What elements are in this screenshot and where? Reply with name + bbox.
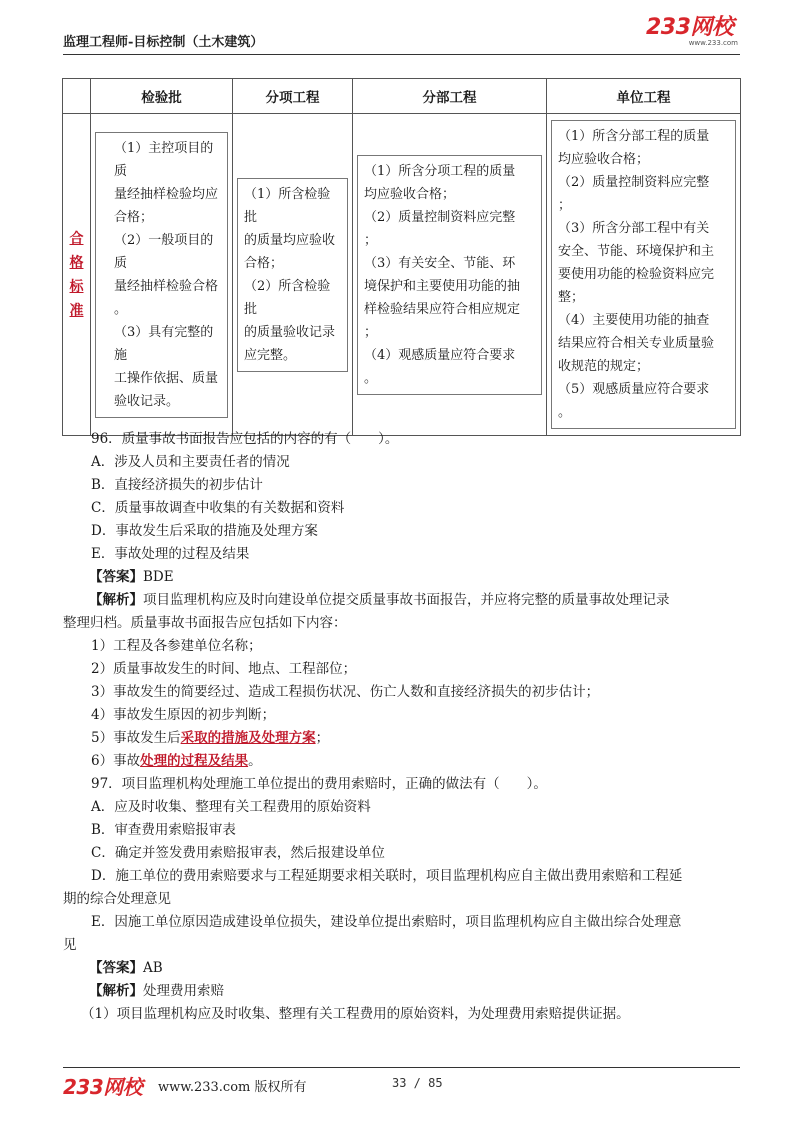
cell-line: ； xyxy=(558,198,572,213)
cell-line: （5）观感质量应符合要求 xyxy=(558,382,710,397)
cell-line: 验收记录。 xyxy=(114,393,180,409)
cell-line: 收规范的规定； xyxy=(558,359,650,374)
cell-line: 均应验收合格； xyxy=(558,152,650,167)
analysis-96-line1 xyxy=(63,589,743,612)
answer-96 xyxy=(63,566,743,589)
header-divider xyxy=(63,54,740,55)
analysis-item: （1）项目监理机构应及时收集、整理有关工程费用的原始资料，为处理费用索赔提供证据。 xyxy=(81,1006,630,1022)
option-c: C．确定并签发费用索赔报审表，然后报建设单位 xyxy=(91,845,385,861)
highlighted-text: 采取的措施及处理方案 xyxy=(180,730,316,746)
analysis-item: 1）工程及各参建单位名称； xyxy=(91,638,262,654)
cell-line: （1）主控项目的质 xyxy=(114,140,214,179)
analysis-item: 3）事故发生的简要经过、造成工程损伤状况、伤亡人数和直接经济损失的初步估计； xyxy=(91,684,600,700)
row-label-char: 格 xyxy=(69,254,84,271)
analysis-text: 项目监理机构应及时向建设单位提交质量事故书面报告，并应将完整的质量事故处理记录 xyxy=(143,592,670,608)
table-header-unit-project: 单位工程 xyxy=(547,79,741,114)
row-label-char: 准 xyxy=(69,302,84,319)
footer-divider xyxy=(63,1067,740,1068)
answer-97 xyxy=(63,957,743,980)
question-97: 97．项目监理机构处理施工单位提出的费用索赔时，正确的做法有（ ）。 xyxy=(91,776,547,792)
questions-content xyxy=(63,428,743,1026)
cell-unit-project xyxy=(547,114,741,436)
footer-brand-logo: 233网校 xyxy=(63,1075,143,1099)
option-d-line2: 期的综合处理意见 xyxy=(63,891,171,907)
option-b: B．直接经济损失的初步估计 xyxy=(91,477,263,493)
cell-line: 量经抽样检验均应 xyxy=(114,186,219,202)
analysis-tag: 【解析】 xyxy=(89,983,143,999)
cell-line: （2）质量控制资料应完整 xyxy=(558,175,710,190)
cell-line: 量经抽样检验合格 xyxy=(114,278,219,294)
analysis-97 xyxy=(63,980,743,1003)
row-label-char: 合 xyxy=(69,230,84,247)
cell-line: （4）观感质量应符合要求 xyxy=(364,347,516,363)
cell-line: 。 xyxy=(558,405,572,420)
document-header-title: 监理工程师-目标控制（土木建筑） xyxy=(63,35,264,50)
option-d-line1: D．施工单位的费用索赔要求与工程延期要求相关联时，项目监理机构应自主做出费用索赔和工程延 xyxy=(91,868,683,884)
cell-sub-item xyxy=(233,114,353,436)
answer-value: BDE xyxy=(143,569,174,585)
analysis-tag: 【解析】 xyxy=(89,592,143,608)
option-c: C．质量事故调查中收集的有关数据和资料 xyxy=(91,500,345,516)
acceptance-standard-table xyxy=(62,78,741,436)
brand-logo xyxy=(646,16,738,50)
brand-logo-text: 233网校 xyxy=(646,15,734,40)
cell-line: （2）质量控制资料应完整 xyxy=(364,209,516,225)
cell-inspection-lot xyxy=(91,114,233,436)
item-text: 。 xyxy=(248,753,262,769)
cell-line: （1）所含分部工程的质量 xyxy=(558,129,710,144)
cell-line: 。 xyxy=(114,301,128,317)
cell-line: （1）所含分项工程的质量 xyxy=(364,163,516,179)
cell-line: （1）所含检验批 xyxy=(244,186,331,225)
cell-line: （3）具有完整的施 xyxy=(114,324,214,363)
item-text: ； xyxy=(315,730,330,746)
table-header-corner xyxy=(63,79,91,114)
cell-line: （3）所含分部工程中有关 xyxy=(558,221,710,236)
highlighted-text: 处理的过程及结果 xyxy=(140,753,249,769)
table-header-sub-item: 分项工程 xyxy=(233,79,353,114)
table-header-inspection-lot: 检验批 xyxy=(91,79,233,114)
answer-tag: 【答案】 xyxy=(89,960,143,976)
cell-line: 安全、节能、环境保护和主 xyxy=(558,244,715,259)
option-e-line1: E．因施工单位原因造成建设单位损失，建设单位提出索赔时，项目监理机构应自主做出综合处理意 xyxy=(91,914,682,930)
cell-line: 的质量均应验收 xyxy=(244,232,336,248)
table-header-row xyxy=(63,79,741,114)
option-e-line2: 见 xyxy=(63,937,77,953)
analysis-item xyxy=(63,727,743,750)
cell-line: 样检验结果应符合相应规定 xyxy=(364,301,521,317)
option-a: A．应及时收集、整理有关工程费用的原始资料 xyxy=(91,799,371,815)
option-b: B．审查费用索赔报审表 xyxy=(91,822,236,838)
cell-line: ； xyxy=(364,232,378,248)
analysis-text: 处理费用索赔 xyxy=(143,983,224,999)
cell-sub-division xyxy=(353,114,547,436)
table-row xyxy=(63,114,741,436)
answer-tag: 【答案】 xyxy=(89,569,143,585)
option-e: E．事故处理的过程及结果 xyxy=(91,546,250,562)
cell-line: 。 xyxy=(364,370,378,386)
brand-logo-url: www.233.com xyxy=(688,39,738,47)
cell-line: 整； xyxy=(558,290,585,305)
cell-line: （2）所含检验批 xyxy=(244,278,331,317)
page-number: 33 / 85 xyxy=(392,1076,443,1090)
analysis-item xyxy=(63,750,743,773)
cell-line: 要使用功能的检验资料应完 xyxy=(558,267,715,282)
cell-line: ； xyxy=(364,324,378,340)
item-text: 5）事故发生后 xyxy=(91,730,181,746)
cell-line: 结果应符合相关专业质量验 xyxy=(558,336,715,351)
cell-line: 应完整。 xyxy=(244,347,297,363)
cell-line: 合格； xyxy=(244,255,284,271)
question-96: 96．质量事故书面报告应包括的内容的有（ ）。 xyxy=(91,431,399,447)
cell-line: 工操作依据、质量 xyxy=(114,370,219,386)
footer-copyright: www.233.com 版权所有 xyxy=(158,1080,307,1095)
answer-value: AB xyxy=(143,960,163,976)
analysis-96-line2: 整理归档。质量事故书面报告应包括如下内容： xyxy=(63,615,347,631)
cell-line: 的质量验收记录 xyxy=(244,324,336,340)
option-a: A．涉及人员和主要责任者的情况 xyxy=(91,454,290,470)
analysis-item: 2）质量事故发生的时间、地点、工程部位； xyxy=(91,661,357,677)
row-label-char: 标 xyxy=(69,278,84,295)
row-label-qualified-standard xyxy=(63,114,91,436)
cell-line: （3）有关安全、节能、环 xyxy=(364,255,516,271)
cell-line: 合格； xyxy=(114,209,154,225)
table-header-sub-division: 分部工程 xyxy=(353,79,547,114)
option-d: D．事故发生后采取的措施及处理方案 xyxy=(91,523,318,539)
item-text: 6）事故 xyxy=(91,753,141,769)
cell-line: （4）主要使用功能的抽查 xyxy=(558,313,710,328)
cell-line: 境保护和主要使用功能的抽 xyxy=(364,278,521,294)
cell-line: （2）一般项目的质 xyxy=(114,232,214,271)
analysis-item: 4）事故发生原因的初步判断； xyxy=(91,707,276,723)
cell-line: 均应验收合格； xyxy=(364,186,456,202)
